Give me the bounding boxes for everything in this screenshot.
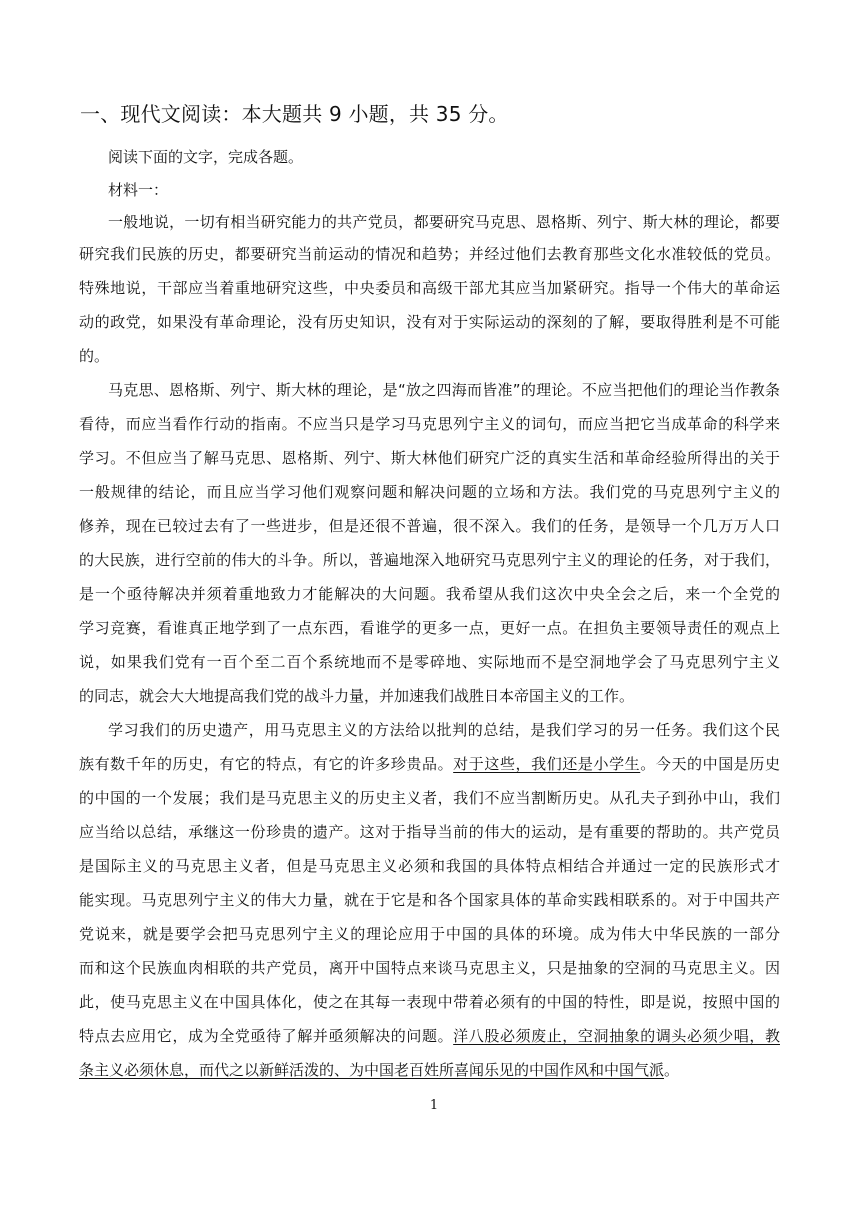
paragraph-line: 修养，现在已较过去有了一些进步，但是还很不普遍，很不深入。我们的任务，是领导一个几万万人口 <box>79 517 780 535</box>
text-span: 。今天的中国是历史 <box>640 755 780 773</box>
reading-instruction: 阅读下面的文字，完成各题。 <box>108 148 304 166</box>
text-span: 族有数千年的历史，有它的特点，有它的许多珍贵品。 <box>79 755 454 773</box>
paragraph-line: 此，使马克思主义在中国具体化，使之在其每一表现中带着必须有的中国的特性，即是说，按照中国的 <box>79 993 780 1011</box>
paragraph-line: 一般地说，一切有相当研究能力的共产党员，都要研究马克思、恩格斯、列宁、斯大林的理论，都要 <box>108 213 780 231</box>
paragraph-line: 应当给以总结，承继这一份珍贵的遗产。这对于指导当前的伟大的运动，是有重要的帮助的。共产党员 <box>79 823 780 841</box>
paragraph-line: 是国际主义的马克思主义者，但是马克思主义必须和我国的具体特点相结合并通过一定的民族形式才 <box>79 857 780 875</box>
material-label: 材料一： <box>108 181 169 199</box>
paragraph-line: 学习。不但应当了解马克思、恩格斯、列宁、斯大林他们研究广泛的真实生活和革命经验所得出的关于 <box>79 449 780 467</box>
paragraph-line: 而和这个民族血肉相联的共产党员，离开中国特点来谈马克思主义，只是抽象的空洞的马克思主义。因 <box>79 959 780 977</box>
paragraph-line <box>79 1060 780 1080</box>
paragraph-line <box>79 1026 780 1046</box>
page-number: 1 <box>429 1098 439 1113</box>
section-heading: 一、现代文阅读：本大题共 9 小题，共 35 分。 <box>80 102 509 126</box>
paragraph-line: 能实现。马克思列宁主义的伟大力量，就在于它是和各个国家具体的革命实践相联系的。对于中国共产 <box>79 891 780 909</box>
paragraph-line: 研究我们民族的历史，都要研究当前运动的情况和趋势；并经过他们去教育那些文化水准较低的党员。 <box>79 245 780 263</box>
underlined-phrase: 条主义必须休息，而代之以新鲜活泼的、为中国老百姓所喜闻乐见的中国作风和中国气派 <box>79 1061 665 1079</box>
paragraph-line: 的中国的一个发展；我们是马克思主义的历史主义者，我们不应当割断历史。从孔夫子到孙中山，我们 <box>79 789 780 807</box>
paragraph-line: 马克思、恩格斯、列宁、斯大林的理论，是“放之四海而皆准”的理论。不应当把他们的理论当作教条 <box>108 381 780 399</box>
paragraph-line: 是一个亟待解决并须着重地致力才能解决的大问题。我希望从我们这次中央全会之后，来一个全党的 <box>79 585 780 603</box>
paragraph-line: 的同志，就会大大地提高我们党的战斗力量，并加速我们战胜日本帝国主义的工作。 <box>79 687 635 705</box>
text-span: 。 <box>664 1061 680 1079</box>
paragraph-line: 动的政党，如果没有革命理论，没有历史知识，没有对于实际运动的深刻的了解，要取得胜利是不可能 <box>79 313 780 331</box>
paragraph-line: 的大民族，进行空前的伟大的斗争。所以，普遍地深入地研究马克思列宁主义的理论的任务，对于我们， <box>79 551 780 569</box>
paragraph-line: 学习竞赛，看谁真正地学到了一点东西，看谁学的更多一点，更好一点。在担负主要领导责任的观点上 <box>79 619 780 637</box>
underlined-phrase: 对于这些，我们还是小学生 <box>453 755 641 773</box>
paragraph-line: 特殊地说，干部应当着重地研究这些，中央委员和高级干部尤其应当加紧研究。指导一个伟大的革命运 <box>79 279 780 297</box>
paragraph-line: 一般规律的结论，而且应当学习他们观察问题和解决问题的立场和方法。我们党的马克思列宁主义的 <box>79 483 780 501</box>
paragraph-line: 说，如果我们党有一百个至二百个系统地而不是零碎地、实际地而不是空洞地学会了马克思列宁主义 <box>79 653 780 671</box>
paragraph-line: 学习我们的历史遗产，用马克思主义的方法给以批判的总结，是我们学习的另一任务。我们这个民 <box>108 721 780 739</box>
underlined-phrase: 洋八股必须废止，空洞抽象的调头必须少唱，教 <box>453 1027 780 1045</box>
paragraph-line: 看待，而应当看作行动的指南。不应当只是学习马克思列宁主义的词句，而应当把它当成革命的科学来 <box>79 415 780 433</box>
paragraph-line: 党说来，就是要学会把马克思列宁主义的理论应用于中国的具体的环境。成为伟大中华民族的一部分 <box>79 925 780 943</box>
paragraph-line <box>79 754 780 774</box>
paragraph-line: 的。 <box>79 347 110 365</box>
text-span: 特点去应用它，成为全党亟待了解并亟须解决的问题。 <box>79 1027 454 1045</box>
